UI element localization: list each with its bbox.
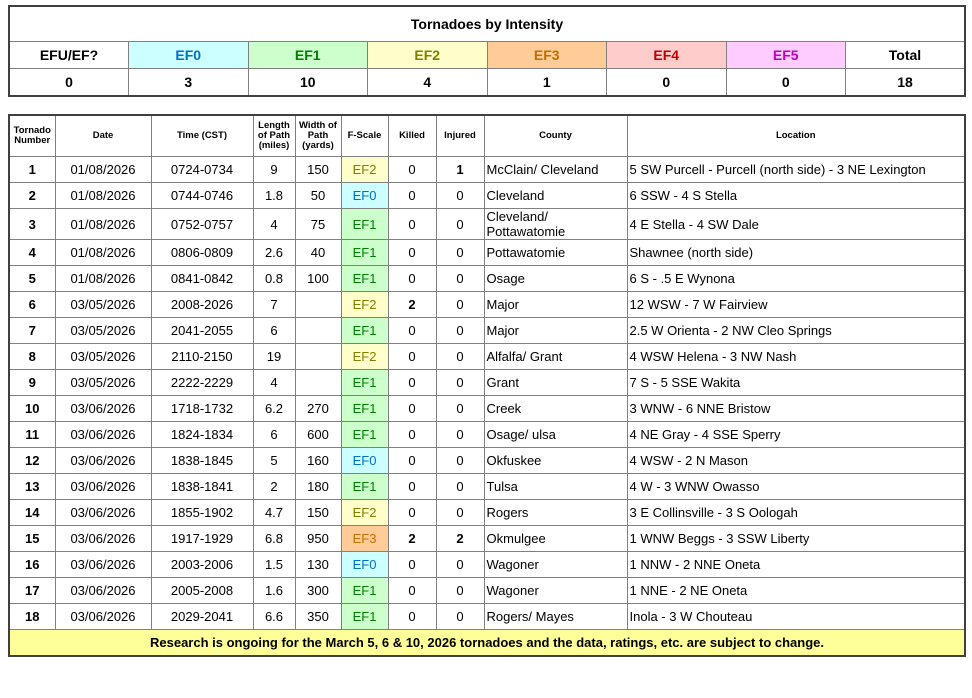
table-row	[9, 240, 965, 266]
col-header-time: Time (CST)	[151, 115, 253, 157]
f-scale-cell: EF1	[341, 396, 388, 422]
f-scale-cell: EF0	[341, 448, 388, 474]
time-cell: 0752-0757	[151, 209, 253, 240]
path-width-cell: 600	[295, 422, 341, 448]
time-cell: 1824-1834	[151, 422, 253, 448]
tornado-number-cell: 13	[9, 474, 55, 500]
county-cell: Wagoner	[484, 552, 627, 578]
date-cell: 03/05/2026	[55, 318, 151, 344]
killed-cell: 0	[388, 318, 436, 344]
killed-cell: 0	[388, 552, 436, 578]
summary-value-ef2: 4	[368, 69, 488, 97]
location-cell: Inola - 3 W Chouteau	[627, 604, 965, 630]
tornado-number-cell: 16	[9, 552, 55, 578]
col-header-county: County	[484, 115, 627, 157]
path-width-cell: 270	[295, 396, 341, 422]
table-row	[9, 344, 965, 370]
tornado-detail-table	[8, 114, 966, 657]
summary-value-ef0: 3	[129, 69, 249, 97]
tornado-number-cell: 11	[9, 422, 55, 448]
col-header-length: Length of Path (miles)	[253, 115, 295, 157]
path-width-cell	[295, 292, 341, 318]
path-length-cell: 19	[253, 344, 295, 370]
date-cell: 01/08/2026	[55, 157, 151, 183]
county-cell: Grant	[484, 370, 627, 396]
path-width-cell	[295, 318, 341, 344]
summary-header-ef3: EF3	[487, 42, 607, 69]
county-cell: Major	[484, 292, 627, 318]
location-cell: 1 WNW Beggs - 3 SSW Liberty	[627, 526, 965, 552]
location-cell: 4 E Stella - 4 SW Dale	[627, 209, 965, 240]
date-cell: 03/06/2026	[55, 396, 151, 422]
table-row	[9, 318, 965, 344]
summary-value-ef4: 0	[607, 69, 727, 97]
summary-header-ef0: EF0	[129, 42, 249, 69]
tornado-number-cell: 17	[9, 578, 55, 604]
path-width-cell: 150	[295, 500, 341, 526]
summary-values-row	[9, 69, 965, 97]
path-length-cell: 2	[253, 474, 295, 500]
killed-cell: 0	[388, 266, 436, 292]
col-header-fscale: F-Scale	[341, 115, 388, 157]
location-cell: 6 SSW - 4 S Stella	[627, 183, 965, 209]
path-length-cell: 7	[253, 292, 295, 318]
col-header-killed: Killed	[388, 115, 436, 157]
location-cell: 6 S - .5 E Wynona	[627, 266, 965, 292]
injured-cell: 0	[436, 422, 484, 448]
table-row	[9, 183, 965, 209]
killed-cell: 0	[388, 474, 436, 500]
location-cell: 1 NNW - 2 NNE Oneta	[627, 552, 965, 578]
tornado-number-cell: 5	[9, 266, 55, 292]
county-cell: Tulsa	[484, 474, 627, 500]
killed-cell: 2	[388, 292, 436, 318]
killed-cell: 0	[388, 209, 436, 240]
killed-cell: 0	[388, 344, 436, 370]
injured-cell: 0	[436, 183, 484, 209]
killed-cell: 0	[388, 157, 436, 183]
date-cell: 03/05/2026	[55, 292, 151, 318]
table-row	[9, 157, 965, 183]
path-length-cell: 6	[253, 422, 295, 448]
county-cell: Osage/ ulsa	[484, 422, 627, 448]
summary-value-ef3: 1	[487, 69, 607, 97]
summary-value-ef1: 10	[248, 69, 368, 97]
tornado-number-cell: 8	[9, 344, 55, 370]
county-cell: Rogers/ Mayes	[484, 604, 627, 630]
table-row	[9, 292, 965, 318]
time-cell: 2008-2026	[151, 292, 253, 318]
location-cell: 7 S - 5 SSE Wakita	[627, 370, 965, 396]
killed-cell: 0	[388, 240, 436, 266]
time-cell: 2041-2055	[151, 318, 253, 344]
killed-cell: 0	[388, 370, 436, 396]
date-cell: 03/06/2026	[55, 578, 151, 604]
date-cell: 03/06/2026	[55, 474, 151, 500]
f-scale-cell: EF2	[341, 157, 388, 183]
date-cell: 03/06/2026	[55, 500, 151, 526]
injured-cell: 0	[436, 500, 484, 526]
path-length-cell: 1.8	[253, 183, 295, 209]
county-cell: Cleveland	[484, 183, 627, 209]
tornado-number-cell: 1	[9, 157, 55, 183]
time-cell: 1838-1845	[151, 448, 253, 474]
tornado-number-cell: 15	[9, 526, 55, 552]
killed-cell: 0	[388, 500, 436, 526]
injured-cell: 0	[436, 318, 484, 344]
path-width-cell: 300	[295, 578, 341, 604]
table-row	[9, 552, 965, 578]
path-length-cell: 9	[253, 157, 295, 183]
col-header-width: Width of Path (yards)	[295, 115, 341, 157]
f-scale-cell: EF1	[341, 604, 388, 630]
time-cell: 1855-1902	[151, 500, 253, 526]
time-cell: 2005-2008	[151, 578, 253, 604]
path-length-cell: 4	[253, 370, 295, 396]
path-length-cell: 4.7	[253, 500, 295, 526]
killed-cell: 0	[388, 448, 436, 474]
f-scale-cell: EF2	[341, 344, 388, 370]
path-length-cell: 2.6	[253, 240, 295, 266]
killed-cell: 0	[388, 578, 436, 604]
killed-cell: 0	[388, 183, 436, 209]
f-scale-cell: EF2	[341, 500, 388, 526]
injured-cell: 2	[436, 526, 484, 552]
table-row	[9, 578, 965, 604]
killed-cell: 0	[388, 604, 436, 630]
date-cell: 03/06/2026	[55, 448, 151, 474]
tornado-number-cell: 18	[9, 604, 55, 630]
f-scale-cell: EF1	[341, 240, 388, 266]
killed-cell: 2	[388, 526, 436, 552]
f-scale-cell: EF2	[341, 292, 388, 318]
date-cell: 01/08/2026	[55, 183, 151, 209]
time-cell: 1838-1841	[151, 474, 253, 500]
time-cell: 0724-0734	[151, 157, 253, 183]
date-cell: 03/06/2026	[55, 552, 151, 578]
injured-cell: 0	[436, 240, 484, 266]
county-cell: Osage	[484, 266, 627, 292]
f-scale-cell: EF1	[341, 370, 388, 396]
path-length-cell: 4	[253, 209, 295, 240]
f-scale-cell: EF1	[341, 578, 388, 604]
county-cell: Major	[484, 318, 627, 344]
col-header-location: Location	[627, 115, 965, 157]
summary-header-ef2: EF2	[368, 42, 488, 69]
path-length-cell: 6.2	[253, 396, 295, 422]
location-cell: 1 NNE - 2 NE Oneta	[627, 578, 965, 604]
location-cell: 2.5 W Orienta - 2 NW Cleo Springs	[627, 318, 965, 344]
table-row	[9, 448, 965, 474]
location-cell: 4 NE Gray - 4 SSE Sperry	[627, 422, 965, 448]
county-cell: Okmulgee	[484, 526, 627, 552]
time-cell: 0806-0809	[151, 240, 253, 266]
col-header-number: Tornado Number	[9, 115, 55, 157]
table-row	[9, 422, 965, 448]
col-header-date: Date	[55, 115, 151, 157]
path-width-cell	[295, 344, 341, 370]
killed-cell: 0	[388, 396, 436, 422]
path-width-cell: 150	[295, 157, 341, 183]
time-cell: 1917-1929	[151, 526, 253, 552]
table-row	[9, 500, 965, 526]
injured-cell: 0	[436, 396, 484, 422]
tornado-number-cell: 7	[9, 318, 55, 344]
date-cell: 01/08/2026	[55, 240, 151, 266]
location-cell: 3 E Collinsville - 3 S Oologah	[627, 500, 965, 526]
tornado-number-cell: 9	[9, 370, 55, 396]
summary-header-row	[9, 42, 965, 69]
path-length-cell: 6.8	[253, 526, 295, 552]
summary-header-ef5: EF5	[726, 42, 846, 69]
path-length-cell: 0.8	[253, 266, 295, 292]
path-width-cell: 100	[295, 266, 341, 292]
county-cell: Wagoner	[484, 578, 627, 604]
path-length-cell: 6	[253, 318, 295, 344]
injured-cell: 1	[436, 157, 484, 183]
path-width-cell: 130	[295, 552, 341, 578]
table-row	[9, 266, 965, 292]
time-cell: 2003-2006	[151, 552, 253, 578]
summary-header-total: Total	[846, 42, 966, 69]
f-scale-cell: EF0	[341, 183, 388, 209]
date-cell: 03/06/2026	[55, 604, 151, 630]
table-row	[9, 396, 965, 422]
injured-cell: 0	[436, 604, 484, 630]
date-cell: 03/05/2026	[55, 344, 151, 370]
table-row	[9, 370, 965, 396]
county-cell: Rogers	[484, 500, 627, 526]
path-width-cell: 40	[295, 240, 341, 266]
summary-title: Tornadoes by Intensity	[9, 6, 965, 42]
tornado-number-cell: 2	[9, 183, 55, 209]
date-cell: 03/05/2026	[55, 370, 151, 396]
injured-cell: 0	[436, 209, 484, 240]
summary-value-efu-ef-: 0	[9, 69, 129, 97]
time-cell: 1718-1732	[151, 396, 253, 422]
tornado-number-cell: 12	[9, 448, 55, 474]
county-cell: Creek	[484, 396, 627, 422]
tornado-number-cell: 6	[9, 292, 55, 318]
tornado-number-cell: 14	[9, 500, 55, 526]
county-cell: Alfalfa/ Grant	[484, 344, 627, 370]
path-width-cell: 160	[295, 448, 341, 474]
injured-cell: 0	[436, 292, 484, 318]
injured-cell: 0	[436, 578, 484, 604]
path-width-cell	[295, 370, 341, 396]
injured-cell: 0	[436, 474, 484, 500]
tornado-number-cell: 10	[9, 396, 55, 422]
path-width-cell: 75	[295, 209, 341, 240]
location-cell: 12 WSW - 7 W Fairview	[627, 292, 965, 318]
date-cell: 01/08/2026	[55, 266, 151, 292]
f-scale-cell: EF1	[341, 209, 388, 240]
f-scale-cell: EF3	[341, 526, 388, 552]
tornado-number-cell: 3	[9, 209, 55, 240]
col-header-injured: Injured	[436, 115, 484, 157]
f-scale-cell: EF1	[341, 266, 388, 292]
f-scale-cell: EF1	[341, 318, 388, 344]
table-row	[9, 604, 965, 630]
location-cell: Shawnee (north side)	[627, 240, 965, 266]
f-scale-cell: EF1	[341, 474, 388, 500]
county-cell: McClain/ Cleveland	[484, 157, 627, 183]
path-length-cell: 1.6	[253, 578, 295, 604]
location-cell: 4 WSW - 2 N Mason	[627, 448, 965, 474]
time-cell: 2029-2041	[151, 604, 253, 630]
f-scale-cell: EF0	[341, 552, 388, 578]
time-cell: 2222-2229	[151, 370, 253, 396]
path-width-cell: 50	[295, 183, 341, 209]
location-cell: 5 SW Purcell - Purcell (north side) - 3 NE Lexington	[627, 157, 965, 183]
location-cell: 4 WSW Helena - 3 NW Nash	[627, 344, 965, 370]
summary-header-ef4: EF4	[607, 42, 727, 69]
county-cell: Cleveland/ Pottawatomie	[484, 209, 627, 240]
f-scale-cell: EF1	[341, 422, 388, 448]
location-cell: 4 W - 3 WNW Owasso	[627, 474, 965, 500]
summary-header-ef1: EF1	[248, 42, 368, 69]
injured-cell: 0	[436, 552, 484, 578]
path-length-cell: 5	[253, 448, 295, 474]
intensity-summary-table	[8, 5, 966, 97]
table-row	[9, 209, 965, 240]
path-width-cell: 180	[295, 474, 341, 500]
time-cell: 2110-2150	[151, 344, 253, 370]
detail-header-row	[9, 115, 965, 157]
detail-body	[9, 157, 965, 630]
date-cell: 01/08/2026	[55, 209, 151, 240]
summary-value-total: 18	[846, 69, 966, 97]
county-cell: Okfuskee	[484, 448, 627, 474]
path-length-cell: 1.5	[253, 552, 295, 578]
table-row	[9, 474, 965, 500]
summary-value-ef5: 0	[726, 69, 846, 97]
path-width-cell: 950	[295, 526, 341, 552]
location-cell: 3 WNW - 6 NNE Bristow	[627, 396, 965, 422]
path-width-cell: 350	[295, 604, 341, 630]
time-cell: 0841-0842	[151, 266, 253, 292]
killed-cell: 0	[388, 422, 436, 448]
injured-cell: 0	[436, 448, 484, 474]
path-length-cell: 6.6	[253, 604, 295, 630]
tornado-number-cell: 4	[9, 240, 55, 266]
summary-header-efu-ef-: EFU/EF?	[9, 42, 129, 69]
date-cell: 03/06/2026	[55, 526, 151, 552]
county-cell: Pottawatomie	[484, 240, 627, 266]
time-cell: 0744-0746	[151, 183, 253, 209]
research-note: Research is ongoing for the March 5, 6 & 10, 2026 tornadoes and the data, ratings, etc. are subject to change.	[9, 630, 965, 657]
injured-cell: 0	[436, 266, 484, 292]
footer-row	[9, 630, 965, 657]
table-row	[9, 526, 965, 552]
injured-cell: 0	[436, 370, 484, 396]
injured-cell: 0	[436, 344, 484, 370]
date-cell: 03/06/2026	[55, 422, 151, 448]
